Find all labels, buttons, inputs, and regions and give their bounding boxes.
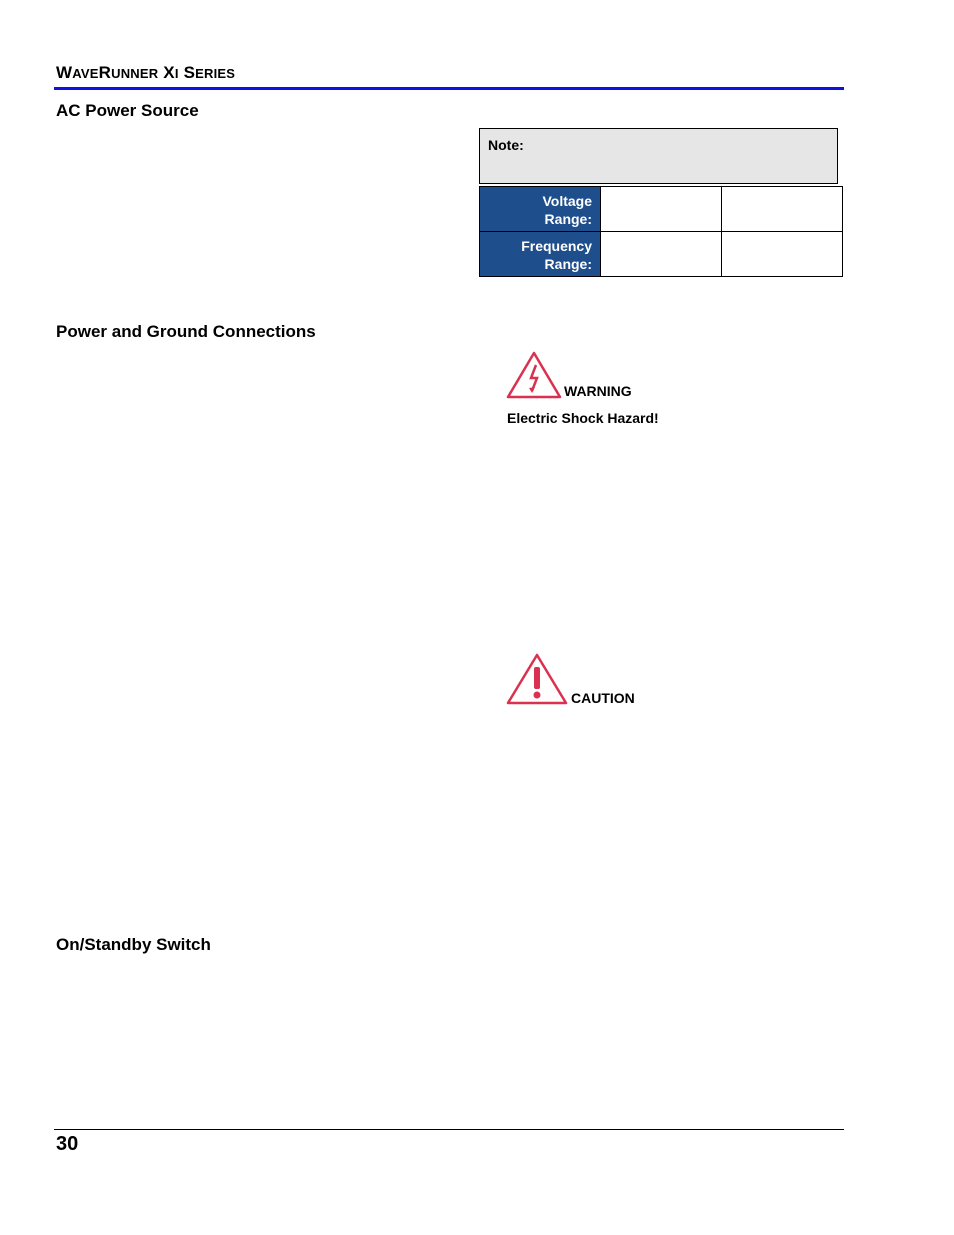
electric-shock-hazard-text: Electric Shock Hazard!	[507, 410, 659, 426]
series-title: WAVERUNNER XI SERIES	[56, 63, 236, 82]
section-heading-ac-power: AC Power Source	[56, 101, 199, 120]
footer-rule	[54, 1129, 844, 1130]
frequency-range-value-2	[722, 232, 843, 277]
caution-exclamation-icon	[505, 652, 569, 706]
frequency-range-value-1	[601, 232, 722, 277]
spec-table	[479, 186, 843, 277]
section-heading-standby: On/Standby Switch	[56, 935, 211, 954]
caution-label: CAUTION	[571, 690, 635, 706]
frequency-range-header: Frequency Range:	[480, 232, 601, 277]
page-number: 30	[56, 1133, 79, 1155]
note-label: Note:	[488, 137, 524, 153]
table-row	[480, 232, 843, 277]
header-rule	[54, 87, 844, 90]
table-row	[480, 187, 843, 232]
note-box	[479, 128, 838, 184]
voltage-range-header: Voltage Range:	[480, 187, 601, 232]
electric-shock-warning-icon	[505, 350, 563, 400]
voltage-range-value-1	[601, 187, 722, 232]
section-heading-power-ground: Power and Ground Connections	[56, 322, 316, 341]
warning-label: WARNING	[564, 383, 632, 399]
voltage-range-value-2	[722, 187, 843, 232]
